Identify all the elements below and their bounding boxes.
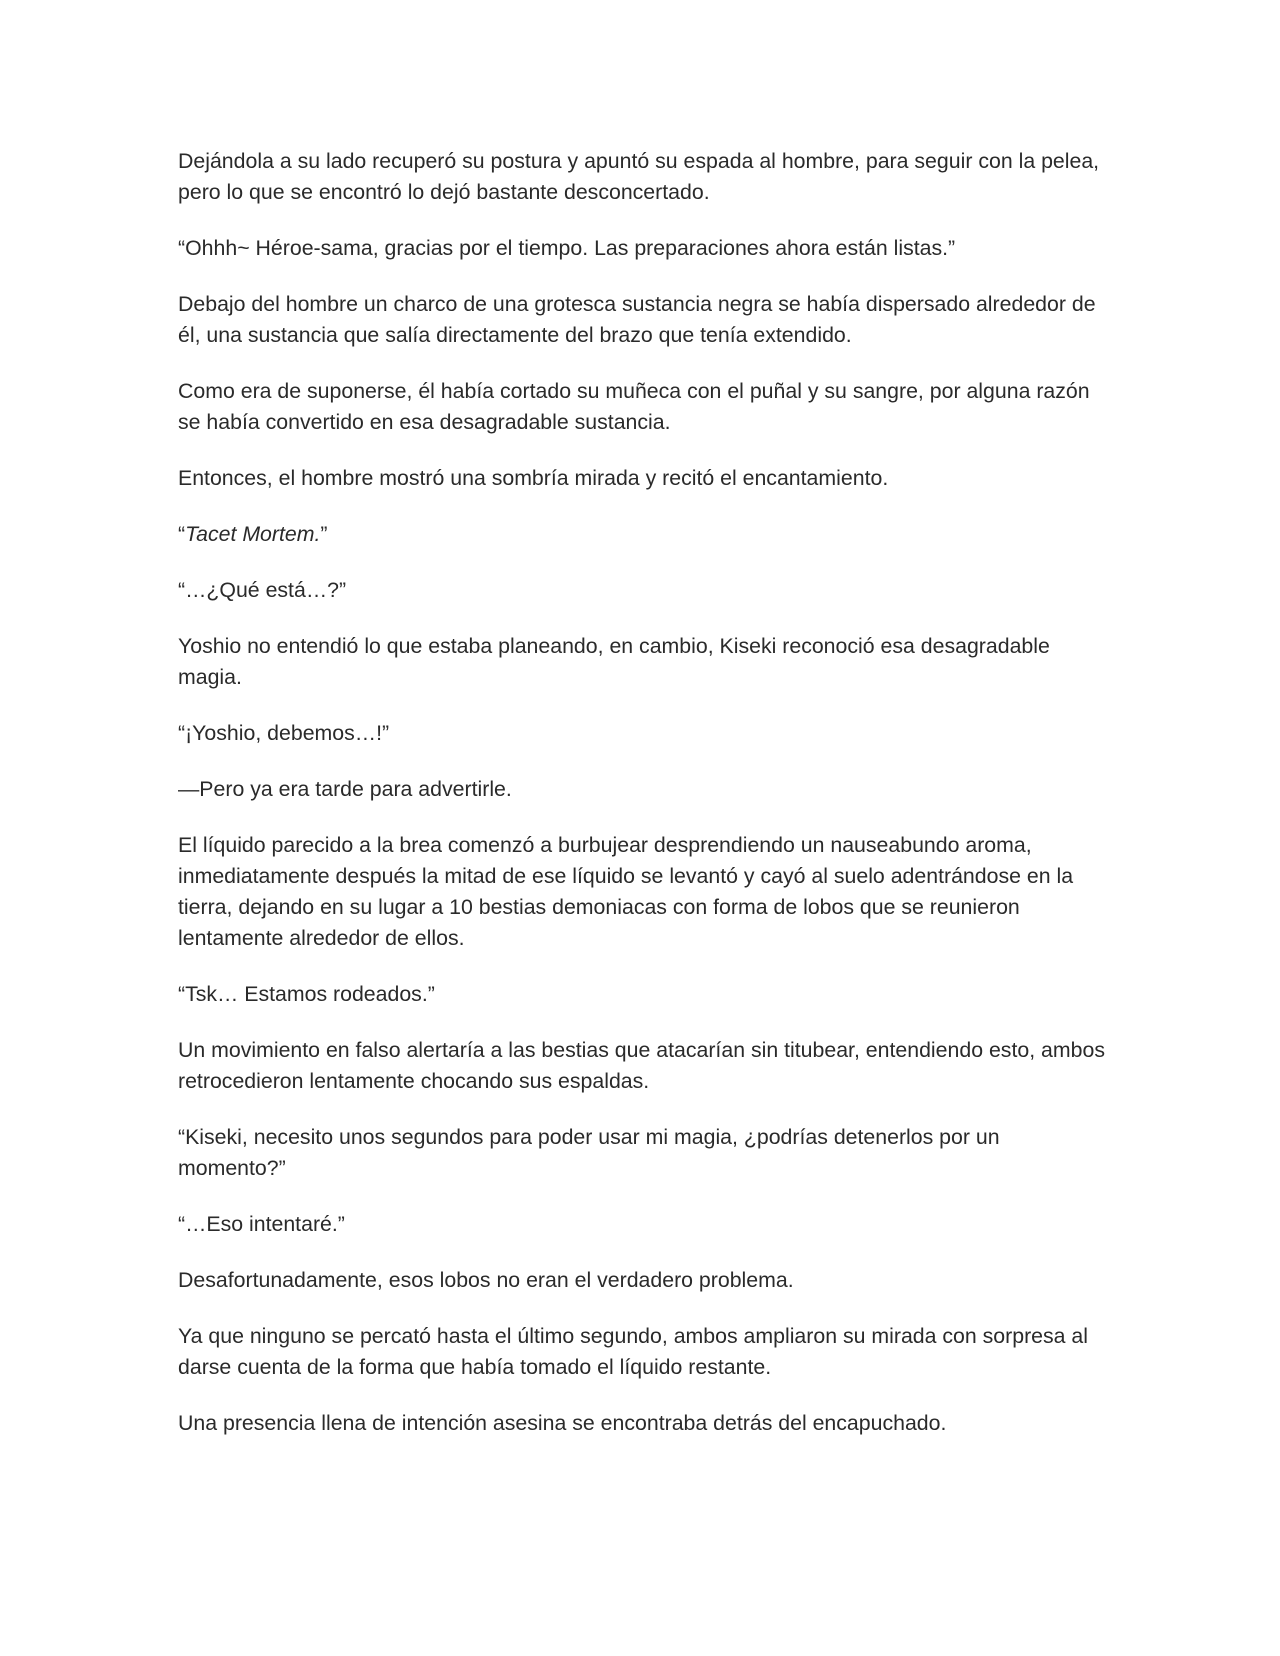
dialogue-paragraph: “Ohhh~ Héroe-sama, gracias por el tiempo. Las preparaciones ahora están listas.” <box>178 236 956 260</box>
open-quote: “ <box>178 522 186 546</box>
paragraph: Un movimiento en falso alertaría a las bestias que atacarían sin titubear, entendiendo esto, ambos retrocedieron lentamente chocando sus espaldas. <box>178 1038 1105 1093</box>
paragraph: Como era de suponerse, él había cortado su muñeca con el puñal y su sangre, por alguna razón se había convertido en esa desagradable sustancia. <box>178 379 1090 434</box>
paragraph: Desafortunadamente, esos lobos no eran el verdadero problema. <box>178 1268 794 1292</box>
dialogue-paragraph: “Tsk… Estamos rodeados.” <box>178 982 435 1006</box>
incantation-text: Tacet Mortem. <box>185 522 321 546</box>
paragraph: El líquido parecido a la brea comenzó a burbujear desprendiendo un nauseabundo aroma, inmediatamente después la mitad de ese líquido se levantó y cayó al suelo adentrándose en la tierra, dejando en su lugar a 10 bestias demoniacas con forma de lobos que se reunieron lentamente alrededor de ellos. <box>178 833 1074 950</box>
dialogue-paragraph: “¡Yoshio, debemos…!” <box>178 721 390 745</box>
dialogue-paragraph: “Kiseki, necesito unos segundos para poder usar mi magia, ¿podrías detenerlos por un momento?” <box>178 1125 1000 1180</box>
dialogue-paragraph: “…Eso intentaré.” <box>178 1212 345 1236</box>
paragraph: Debajo del hombre un charco de una grotesca sustancia negra se había dispersado alrededor de él, una sustancia que salía directamente del brazo que tenía extendido. <box>178 292 1096 347</box>
paragraph: Dejándola a su lado recuperó su postura y apuntó su espada al hombre, para seguir con la pelea, pero lo que se encontró lo dejó bastante desconcertado. <box>178 149 1100 204</box>
close-quote: ” <box>320 522 328 546</box>
paragraph: Ya que ninguno se percató hasta el último segundo, ambos ampliaron su mirada con sorpresa al darse cuenta de la forma que había tomado el líquido restante. <box>178 1324 1088 1379</box>
paragraph: Entonces, el hombre mostró una sombría mirada y recitó el encantamiento. <box>178 466 889 490</box>
paragraph: Yoshio no entendió lo que estaba planeando, en cambio, Kiseki reconoció esa desagradable magia. <box>178 634 1050 689</box>
dialogue-paragraph: “…¿Qué está…?” <box>178 578 347 602</box>
document-page <box>178 146 1108 1464</box>
paragraph: Una presencia llena de intención asesina se encontraba detrás del encapuchado. <box>178 1411 947 1435</box>
incantation-paragraph <box>178 519 1108 550</box>
paragraph: —Pero ya era tarde para advertirle. <box>178 777 512 801</box>
